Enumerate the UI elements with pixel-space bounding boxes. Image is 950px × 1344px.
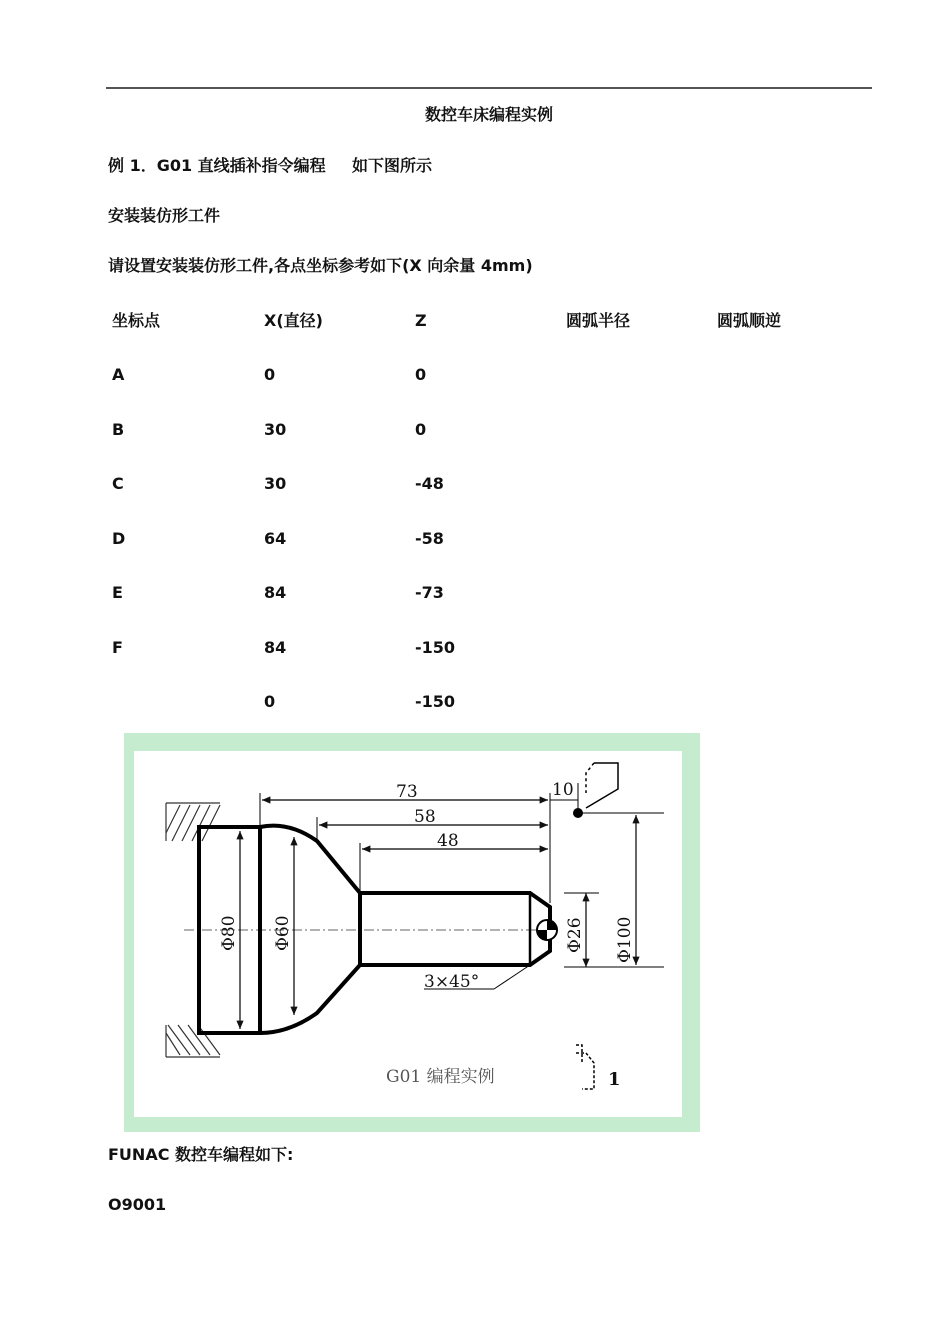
table-cell-x: 84 <box>264 638 287 657</box>
dim-text-phi60: Φ60 <box>273 915 293 951</box>
tool-mark-number: 1 <box>608 1069 621 1090</box>
table-cell-z: 0 <box>415 420 427 439</box>
g01-drawing-figure <box>124 733 700 1132</box>
table-cell-x: 64 <box>264 529 287 548</box>
intro-line-2: 请设置安装装仿形工件,各点坐标参考如下(X 向余量 4mm) <box>108 256 533 275</box>
dim-text-58: 58 <box>414 807 436 827</box>
table-header-z: Z <box>415 311 427 330</box>
example-note: 如下图所示 <box>352 156 433 175</box>
table-cell-z: 0 <box>415 365 427 384</box>
tool-point <box>573 808 583 818</box>
table-header-point: 坐标点 <box>112 311 161 330</box>
dim-text-phi80: Φ80 <box>219 915 239 951</box>
table-cell-x: 30 <box>264 474 287 493</box>
header-rule <box>106 87 872 89</box>
drawing-panel <box>134 751 682 1117</box>
dim-text-phi100: Φ100 <box>615 916 635 963</box>
table-cell-x: 84 <box>264 583 287 602</box>
table-header-direction: 圆弧顺逆 <box>717 311 782 330</box>
table-cell-z: -150 <box>415 638 456 657</box>
dim-text-73: 73 <box>396 782 418 802</box>
program-title: FUNAC 数控车编程如下: <box>108 1145 294 1164</box>
table-header-radius: 圆弧半径 <box>566 311 631 330</box>
page-title: 数控车床编程实例 <box>424 105 553 124</box>
table-cell-x: 0 <box>264 692 276 711</box>
table-cell-point: E <box>112 583 123 602</box>
drawing-svg <box>124 733 700 1132</box>
example-heading: 例 1．G01 直线插补指令编程 <box>108 156 326 175</box>
dim-text-chamfer: 3×45° <box>424 972 480 992</box>
dim-text-48: 48 <box>437 831 459 851</box>
table-cell-x: 30 <box>264 420 287 439</box>
table-cell-x: 0 <box>264 365 276 384</box>
table-cell-z: -73 <box>415 583 444 602</box>
table-cell-point: F <box>112 638 123 657</box>
table-cell-point: A <box>112 365 125 384</box>
figure-caption: G01 编程实例 <box>386 1067 495 1087</box>
table-cell-z: -48 <box>415 474 444 493</box>
table-header-x: X(直径) <box>264 311 323 330</box>
table-cell-point: D <box>112 529 126 548</box>
intro-line-1: 安装装仿形工件 <box>108 206 221 225</box>
table-cell-point: B <box>112 420 125 439</box>
dim-text-10: 10 <box>552 780 574 800</box>
table-cell-z: -150 <box>415 692 456 711</box>
table-cell-z: -58 <box>415 529 444 548</box>
program-number: O9001 <box>108 1195 167 1214</box>
table-cell-point: C <box>112 474 124 493</box>
dim-text-phi26: Φ26 <box>565 917 585 953</box>
